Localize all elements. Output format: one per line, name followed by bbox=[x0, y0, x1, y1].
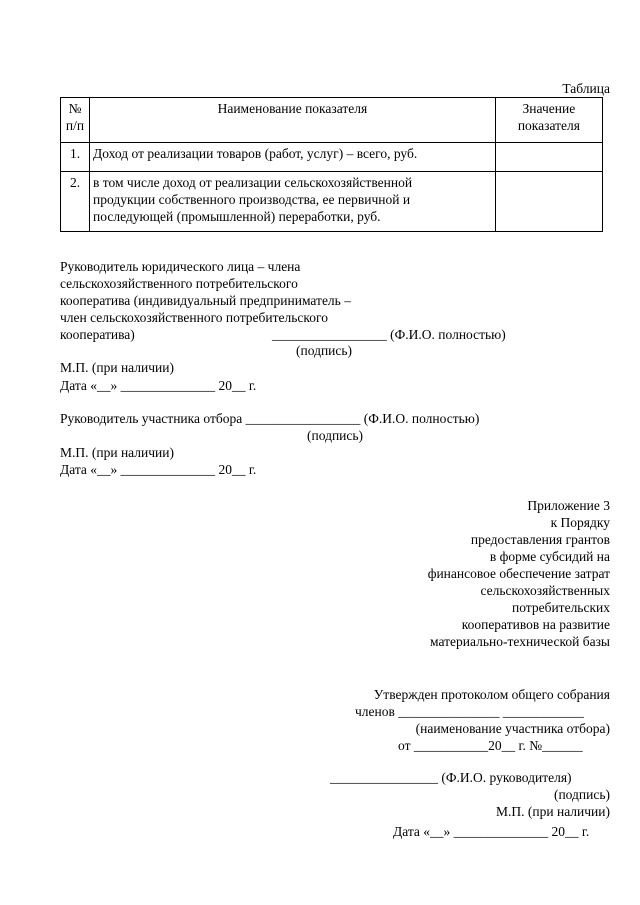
header-value-line1: Значение bbox=[522, 101, 576, 116]
sig1-fio-blank: _________________ (Ф.И.О. полностью) bbox=[272, 327, 506, 342]
appendix-line9: материально-технической базы bbox=[430, 634, 610, 649]
row2-name bbox=[90, 172, 496, 232]
approval-members: членов _______________ ____________ bbox=[355, 704, 584, 719]
appendix-line8: кооперативов на развитие bbox=[461, 617, 610, 632]
table-header-row bbox=[61, 98, 603, 143]
row2-name-line1: в том числе доход от реализации сельскохозяйственной bbox=[93, 175, 413, 190]
header-name bbox=[90, 98, 496, 143]
row2-name-line2: продукции собственного производства, ее первичной и bbox=[93, 192, 411, 207]
header-num-line2: п/п bbox=[65, 118, 85, 133]
sig1-line5: кооператива) bbox=[60, 327, 135, 342]
header-value bbox=[495, 98, 602, 143]
row1-num: 1. bbox=[61, 143, 90, 172]
row1-value bbox=[495, 143, 602, 172]
appendix-line4: в форме субсидий на bbox=[489, 549, 610, 564]
header-num bbox=[61, 98, 90, 143]
sig1-line3: кооператива (индивидуальный предприниматель – bbox=[60, 293, 351, 308]
table-caption: Таблица bbox=[562, 81, 610, 96]
row2-name-line3: последующей (промышленной) переработки, руб. bbox=[93, 209, 381, 224]
sig1-sign-caption: (подпись) bbox=[296, 343, 353, 358]
row2-num: 2. bbox=[61, 172, 90, 232]
sig2-sign-caption: (подпись) bbox=[307, 428, 364, 443]
indicators-table bbox=[60, 97, 603, 232]
sig2-stamp: М.П. (при наличии) bbox=[60, 445, 174, 460]
approval-sign-caption: (подпись) bbox=[553, 787, 610, 802]
appendix-line3: предоставления грантов bbox=[470, 532, 610, 547]
approval-date: Дата «__» ______________ 20__ г. bbox=[393, 824, 590, 839]
sig1-stamp: М.П. (при наличии) bbox=[60, 360, 174, 375]
sig1-date: Дата «__» ______________ 20__ г. bbox=[60, 378, 257, 393]
appendix-line2: к Порядку bbox=[550, 515, 610, 530]
approval-stamp: М.П. (при наличии) bbox=[496, 804, 610, 819]
header-value-line2: показателя bbox=[517, 118, 580, 133]
sig1-line4: член сельскохозяйственного потребительского bbox=[60, 310, 328, 325]
approval-fio: ________________ (Ф.И.О. руководителя) bbox=[330, 770, 572, 785]
appendix-line6: сельскохозяйственных bbox=[480, 583, 610, 598]
sig1-line1: Руководитель юридического лица – члена bbox=[60, 259, 301, 274]
approval-protocol-date: от ___________20__ г. №______ bbox=[398, 738, 583, 753]
sig2-line: Руководитель участника отбора _________________ (Ф.И.О. полностью) bbox=[60, 411, 480, 426]
table-row bbox=[61, 172, 603, 232]
sig2-date: Дата «__» ______________ 20__ г. bbox=[60, 462, 257, 477]
row1-name: Доход от реализации товаров (работ, услуг) – всего, руб. bbox=[90, 143, 496, 172]
row2-value bbox=[495, 172, 602, 232]
table-row bbox=[61, 143, 603, 172]
header-num-line1: № bbox=[68, 101, 82, 116]
appendix-line5: финансовое обеспечение затрат bbox=[427, 566, 610, 581]
appendix-line1: Приложение 3 bbox=[527, 498, 610, 513]
approval-participant-caption: (наименование участника отбора) bbox=[415, 721, 610, 736]
header-name-text: Наименование показателя bbox=[217, 101, 368, 116]
appendix-line7: потребительских bbox=[511, 600, 610, 615]
approval-title: Утвержден протоколом общего собрания bbox=[373, 687, 610, 702]
sig1-line2: сельскохозяйственного потребительского bbox=[60, 276, 298, 291]
